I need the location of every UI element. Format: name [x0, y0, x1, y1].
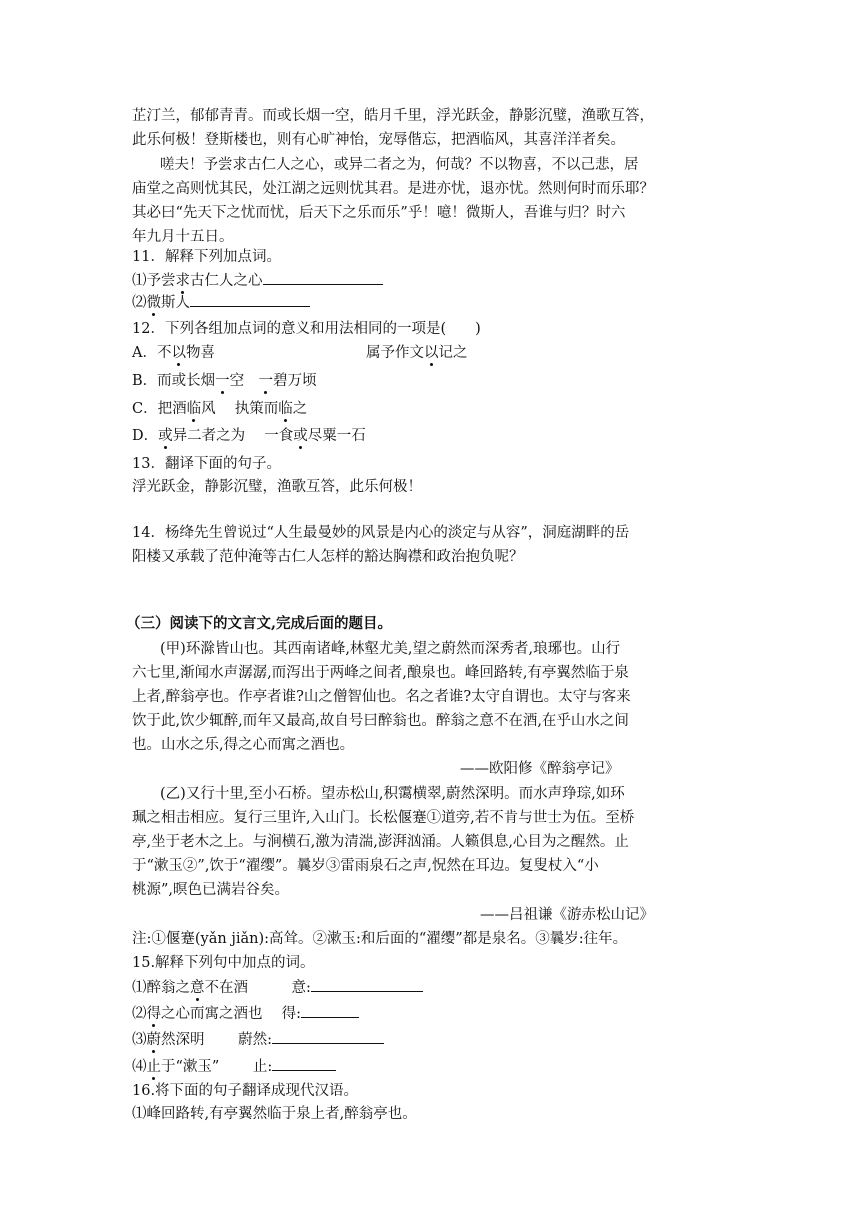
dotted-char: 以: [171, 345, 186, 361]
passage-jia-line: (甲)环滁皆山也。其西南诸峰,林壑尤美,望之蔚然而深秀者,琅琊也。山行: [160, 641, 621, 657]
question-12-option-d[interactable]: [132, 426, 366, 446]
question-11-item-2: [132, 292, 310, 313]
answer-blank[interactable]: [190, 292, 310, 307]
question-15-stem: 15.解释下列句中加点的词。: [132, 955, 315, 971]
item-text: 于“漱玉” 止:: [161, 1059, 273, 1075]
option-text: 之: [292, 401, 308, 417]
answer-blank[interactable]: [311, 977, 423, 992]
question-12-option-a[interactable]: [132, 343, 215, 363]
item-text: ⑴醉翁之: [132, 980, 190, 996]
passage-yi-line: 桃源”,暝色已满岩谷矣。: [132, 882, 290, 898]
option-text: D．: [132, 428, 159, 444]
dotted-char: 止: [146, 1059, 161, 1075]
passage-line: 嗟夫！予尝求古仁人之心，或异二者之为，何哉？不以物喜，不以己悲，居: [160, 157, 639, 173]
answer-blank[interactable]: [301, 1003, 359, 1018]
passage-yi-line: (乙)又行十里,至小石桥。望赤松山,积霭横翠,蔚然深明。而水声琤琮,如环: [160, 786, 625, 802]
passage-jia-line: 六七里,渐闻水声潺潺,而泻出于两峰之间者,酿泉也。峰回路转,有亭翼然临于泉: [132, 665, 629, 681]
question-16-stem: 16.将下面的句子翻译成现代汉语。: [132, 1083, 359, 1099]
question-12-stem: 12．下列各组加点词的意义和用法相同的一项是( ): [132, 321, 481, 337]
passage-jia-source: ——欧阳修《醉翁亭记》: [460, 761, 620, 777]
passage-jia-line: 也。山水之乐,得之心而寓之酒也。: [132, 737, 355, 753]
question-15-item-1: [132, 977, 423, 998]
dotted-char: 意: [190, 980, 205, 996]
question-13-stem: 13．翻译下面的句子。: [132, 456, 281, 472]
passage-jia-line: 上者,醉翁亭也。作亭者谁?山之僧智仙也。名之者谁?太守自谓也。太守与客来: [132, 689, 631, 705]
option-text: B．而或长烟: [132, 373, 216, 389]
item-text: 之心而寓之酒也 得:: [161, 1006, 301, 1022]
option-text: 风 执策而: [201, 401, 279, 417]
passage-line: 芷汀兰，郁郁青青。而或长烟一空，皓月千里，浮光跃金，静影沉璧，渔歌互答，: [132, 108, 654, 124]
passage-note: 注:①偃蹇(yǎn jiǎn):高耸。②漱玉:和后面的“濯缨”都是泉名。③曩岁:往年。: [132, 931, 628, 947]
question-15-item-3: [132, 1029, 384, 1050]
dotted-char: 或: [158, 428, 173, 444]
question-14-line: 阳楼又承载了范仲淹等古仁人怎样的豁达胸襟和政治抱负呢？: [132, 549, 524, 565]
dotted-char: 一: [258, 373, 274, 389]
question-14-line: 14．杨绛先生曾说过“人生最曼妙的风景是内心的淡定与从容”，洞庭湖畔的岳: [132, 525, 630, 541]
dotted-char: 或: [293, 428, 308, 444]
option-text: 尽粟一石: [307, 428, 366, 444]
dotted-char: 求: [175, 273, 190, 289]
passage-line: 此乐何极！登斯楼也，则有心旷神怡，宠辱偕忘，把酒临风，其喜洋洋者矣。: [132, 132, 625, 148]
passage-yi-source: ——吕祖谦《游赤松山记》: [480, 907, 654, 923]
option-text: 碧万顷: [273, 373, 317, 389]
item-text: ⑵: [132, 1006, 147, 1022]
item-text: ⑶: [132, 1032, 147, 1048]
item-text: 然深明 蔚然:: [161, 1032, 272, 1048]
item-text: 古仁人之心: [190, 273, 263, 289]
option-text: 属予作文: [366, 345, 424, 361]
dotted-char: 临: [186, 401, 202, 417]
answer-blank[interactable]: [272, 1056, 336, 1071]
dotted-char: 蔚: [146, 1032, 161, 1048]
option-text: 异二者之为 一食: [172, 428, 294, 444]
question-13-sentence: 浮光跃金，静影沉璧，渔歌互答，此乐何极！: [132, 479, 422, 495]
question-11-stem: 11．解释下列加点词。: [132, 249, 281, 265]
question-15-item-4: [132, 1056, 336, 1077]
section-3-heading: （三）阅读下的文言文,完成后面的题目。: [126, 615, 393, 632]
passage-line: 庙堂之高则忧其民，处江湖之远则忧其君。是进亦忧，退亦忧。然则何时而乐耶？: [132, 181, 654, 197]
answer-blank[interactable]: [272, 1029, 384, 1044]
question-11-item-1: [132, 270, 383, 291]
passage-line: 其必曰“先天下之忧而忧，后天下之乐而乐”乎！噫！微斯人，吾谁与归？时六: [132, 205, 626, 221]
item-text: ⑷: [132, 1059, 147, 1075]
passage-yi-line: 于“漱玉②”,饮于“濯缨”。曩岁③雷雨泉石之声,怳然在耳边。复叟杖入“小: [132, 858, 599, 874]
item-text: ⑴予尝: [132, 273, 176, 289]
item-text: ⑵: [132, 295, 147, 311]
passage-yi-line: 珮之相击相应。复行三里许,入山门。长松偃蹇①道旁,若不肯与世士为伍。至桥: [132, 810, 635, 826]
item-text: 不在酒 意:: [204, 980, 311, 996]
dotted-char: 得: [146, 1006, 161, 1022]
item-text: 斯人: [161, 295, 190, 311]
option-text: 记之: [438, 345, 468, 361]
question-16-item-1: ⑴峰回路转,有亭翼然临于泉上者,醉翁亭也。: [132, 1106, 417, 1122]
passage-line: 年九月十五日。: [132, 229, 234, 245]
question-12-option-b[interactable]: [132, 371, 317, 391]
option-text: 空: [229, 373, 259, 389]
passage-yi-line: 亭,坐于老木之上。与涧横石,激为清湍,澎湃汹涌。人籁俱息,心目为之醒然。止: [132, 834, 629, 850]
dotted-char: 以: [424, 345, 439, 361]
answer-blank[interactable]: [263, 270, 383, 285]
dotted-char: 一: [215, 373, 230, 389]
passage-jia-line: 饮于此,饮少辄醉,而年又最高,故自号曰醉翁也。醉翁之意不在酒,在乎山水之间: [132, 713, 629, 729]
dotted-char: 临: [278, 401, 293, 417]
question-15-item-2: [132, 1003, 359, 1024]
option-text: A．不: [132, 345, 172, 361]
question-12-option-c[interactable]: [132, 399, 307, 419]
question-12-option-a-right: [366, 343, 468, 363]
dotted-char: 微: [146, 295, 161, 311]
option-text: C．把酒: [132, 401, 187, 417]
option-text: 物喜: [185, 345, 215, 361]
